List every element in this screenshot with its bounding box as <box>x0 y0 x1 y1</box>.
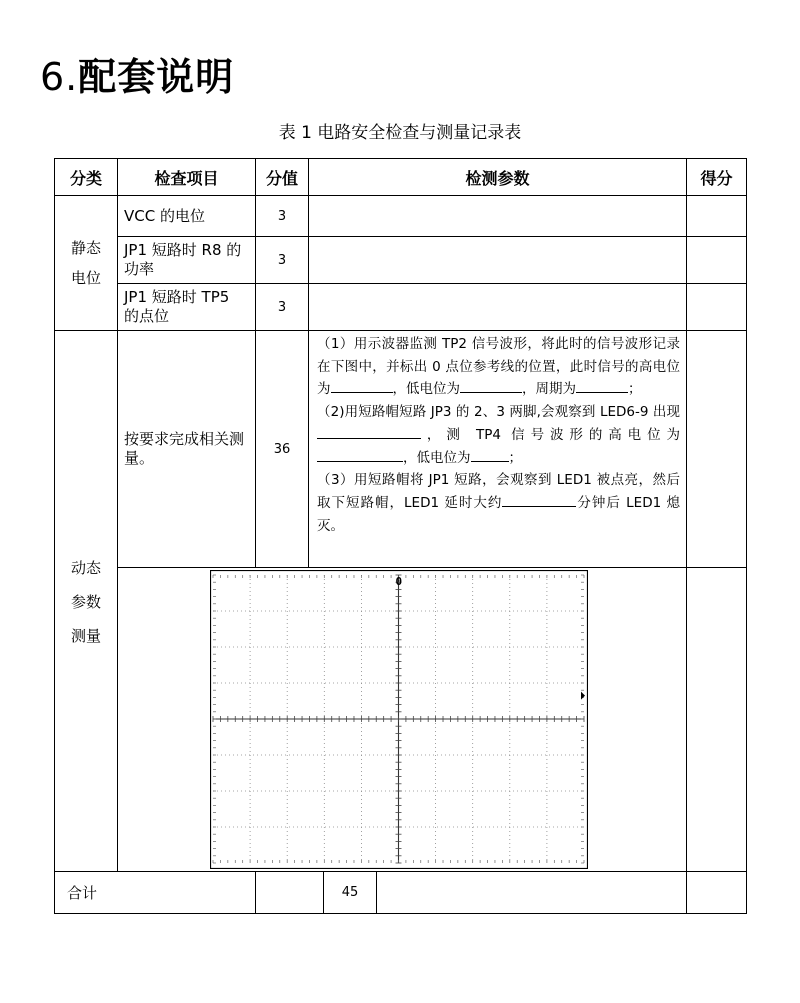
category-static-line2: 电位 <box>70 269 101 287</box>
instruction-2-text: （2)用短路帽短路 JP3 的 2、3 两脚,会观察到 LED6-9 出现 <box>317 404 680 421</box>
answer-blank[interactable] <box>317 448 403 462</box>
total-score: 45 <box>324 872 377 914</box>
category-dynamic-line1: 动态 <box>70 559 101 577</box>
record-table <box>54 158 747 914</box>
table-row <box>55 568 747 872</box>
score-value: 36 <box>256 331 309 568</box>
instruction-2-text: ； <box>508 449 522 466</box>
header-category: 分类 <box>55 159 118 196</box>
result-cell <box>687 568 747 872</box>
answer-blank[interactable] <box>317 425 421 439</box>
instruction-3-text: 分钟后 LED1 熄灭。 <box>317 494 680 534</box>
header-result: 得分 <box>687 159 747 196</box>
header-params: 检测参数 <box>309 159 687 196</box>
answer-blank[interactable] <box>502 493 576 507</box>
category-dynamic <box>55 331 118 872</box>
table-row <box>55 331 747 568</box>
trigger-marker: 0 <box>395 575 403 588</box>
table-caption: 表 1 电路安全检查与测量记录表 <box>278 123 522 143</box>
result-cell <box>687 284 747 331</box>
result-cell <box>687 331 747 568</box>
table-header-row <box>55 159 747 196</box>
score-value: 3 <box>256 284 309 331</box>
section-number: 6. <box>40 55 79 99</box>
category-dynamic-line2: 参数 <box>70 593 101 611</box>
score-value: 3 <box>256 237 309 284</box>
result-cell <box>687 237 747 284</box>
oscilloscope-grid[interactable] <box>210 570 588 869</box>
instruction-1-text: ，周期为 <box>522 381 576 398</box>
params-cell <box>309 237 687 284</box>
instruction-2-text: ，测 TP4 信号波形的高电位为 <box>421 426 680 443</box>
category-static-line1: 静态 <box>70 239 101 257</box>
instruction-1-text: ； <box>628 381 642 398</box>
answer-blank[interactable] <box>576 379 628 393</box>
params-cell <box>309 196 687 237</box>
params-cell <box>309 284 687 331</box>
answer-blank[interactable] <box>331 379 393 393</box>
oscilloscope-area <box>118 568 687 872</box>
table-total-row <box>55 872 747 914</box>
check-item: 按要求完成相关测量。 <box>118 331 256 568</box>
category-dynamic-line3: 测量 <box>70 627 101 645</box>
header-score: 分值 <box>256 159 309 196</box>
instruction-2-text: ，低电位为 <box>403 449 471 466</box>
table-row <box>55 196 747 237</box>
table-row <box>55 237 747 284</box>
result-cell <box>687 196 747 237</box>
instruction-3-text: （3）用短路帽将 JP1 短路，会观察到 LED1 被点亮，然后取下短路帽，LED1 延时大约 <box>317 472 680 511</box>
table-row <box>55 284 747 331</box>
check-item: VCC 的电位 <box>118 196 256 237</box>
header-item: 检查项目 <box>118 159 256 196</box>
answer-blank[interactable] <box>471 448 509 462</box>
answer-blank[interactable] <box>460 379 522 393</box>
score-value: 3 <box>256 196 309 237</box>
total-result-cell <box>687 872 747 914</box>
check-item: JP1 短路时 TP5 的点位 <box>118 284 256 331</box>
total-label: 合计 <box>55 872 256 914</box>
category-static <box>55 196 118 331</box>
section-heading <box>40 46 234 101</box>
instruction-1-text: ，低电位为 <box>392 381 460 398</box>
section-title: 配套说明 <box>78 55 235 99</box>
instruction-1-text: （1）用示波器监测 TP2 信号波形，将此时的信号波形记录在下图中，并标出 0 点位参考线的位置，此时信号的高电位为 <box>317 336 680 398</box>
params-instructions <box>309 331 687 568</box>
total-spacer <box>256 872 324 914</box>
total-params-cell <box>377 872 687 914</box>
check-item: JP1 短路时 R8 的功率 <box>118 237 256 284</box>
